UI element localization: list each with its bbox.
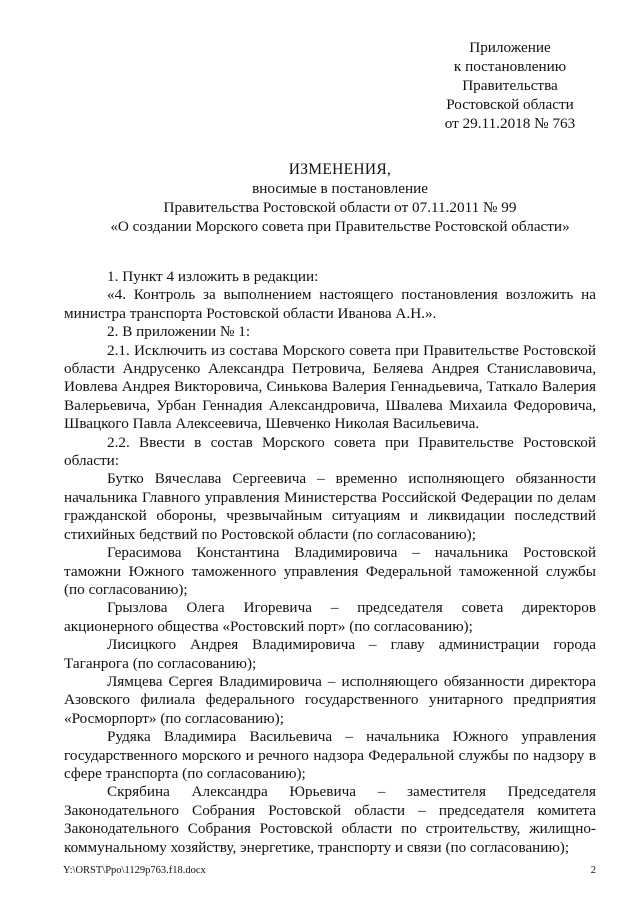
paragraph: Бутко Вячеслава Сергеевича – временно исполняющего обязанности начальника Главного управления Министерства Российской Федерации по делам гражданской обороны, чрезвычайным ситуациям и ликвидации последствий стихийных бедствий по Ростовской области (по согласованию); xyxy=(64,470,596,543)
file-path: Y:\ORST\Ppo\1129p763.f18.docx xyxy=(63,865,206,876)
appendix-line: Правительства xyxy=(462,77,558,94)
paragraph: Грызлова Олега Игоревича – председателя совета директоров акционерного общества «Ростовский порт» (по согласованию); xyxy=(64,599,596,635)
paragraph: Герасимова Константина Владимировича – начальника Ростовской таможни Южного таможенного управления Федеральной таможенной службы (по согласованию); xyxy=(64,544,596,598)
document-body xyxy=(64,268,596,857)
document-title xyxy=(50,160,630,236)
paragraph: Лямцева Сергея Владимировича – исполняющего обязанности директора Азовского филиала федерального государственного унитарного предприятия «Росморпорт» (по согласованию); xyxy=(64,672,596,727)
page-number: 2 xyxy=(590,865,596,876)
paragraph: «4. Контроль за выполнением настоящего постановления возложить на министра транспорта Ростовской области Иванова А.Н.». xyxy=(64,286,596,322)
appendix-line: от 29.11.2018 № 763 xyxy=(444,115,576,132)
title-line: вносимые в постановление xyxy=(252,180,428,197)
appendix-line: Ростовской области xyxy=(446,96,574,113)
paragraph: 2.2. Ввести в состав Морского совета при Правительстве Ростовской области: xyxy=(64,433,596,470)
paragraph: 2.1. Исключить из состава Морского совета при Правительстве Ростовской области Андрусенко Александра Петровича, Беляева Андрея Станиславовича, Иовлева Андрея Викторовича, Синькова Валерия Геннадьевича, Таткало Валерия Валерьевича, Урбан Геннадия Александровича, Швалева Михаила Федоровича, Швацкого Павла Алексеевича, Шевченко Николая Васильевича. xyxy=(64,341,596,433)
title-heading: ИЗМЕНЕНИЯ, xyxy=(288,161,392,178)
paragraph: 2. В приложении № 1: xyxy=(107,323,251,341)
title-line: Правительства Ростовской области от 07.11.2011 № 99 xyxy=(163,199,517,216)
title-line: «О создании Морского совета при Правительстве Ростовской области» xyxy=(110,218,570,235)
appendix-header xyxy=(420,38,600,133)
paragraph: Рудяка Владимира Васильевича – начальника Южного управления государственного морского и речного надзора Федеральной службы по надзору в сфере транспорта (по согласованию); xyxy=(64,728,596,782)
paragraph: 1. Пункт 4 изложить в редакции: xyxy=(107,268,319,285)
paragraph: Лисицкого Андрея Владимировича – главу администрации города Таганрога (по согласованию); xyxy=(64,636,596,672)
paragraph: Скрябина Александра Юрьевича – заместителя Председателя Законодательного Собрания Ростовской области – председателя комитета Законодательного Собрания Ростовской области по строительству, жилищно-коммунальному хозяйству, энергетике, транспорту и связи (по согласованию); xyxy=(64,783,596,856)
page-footer xyxy=(63,865,596,877)
appendix-line: к постановлению xyxy=(453,58,567,75)
appendix-line: Приложение xyxy=(469,39,551,56)
